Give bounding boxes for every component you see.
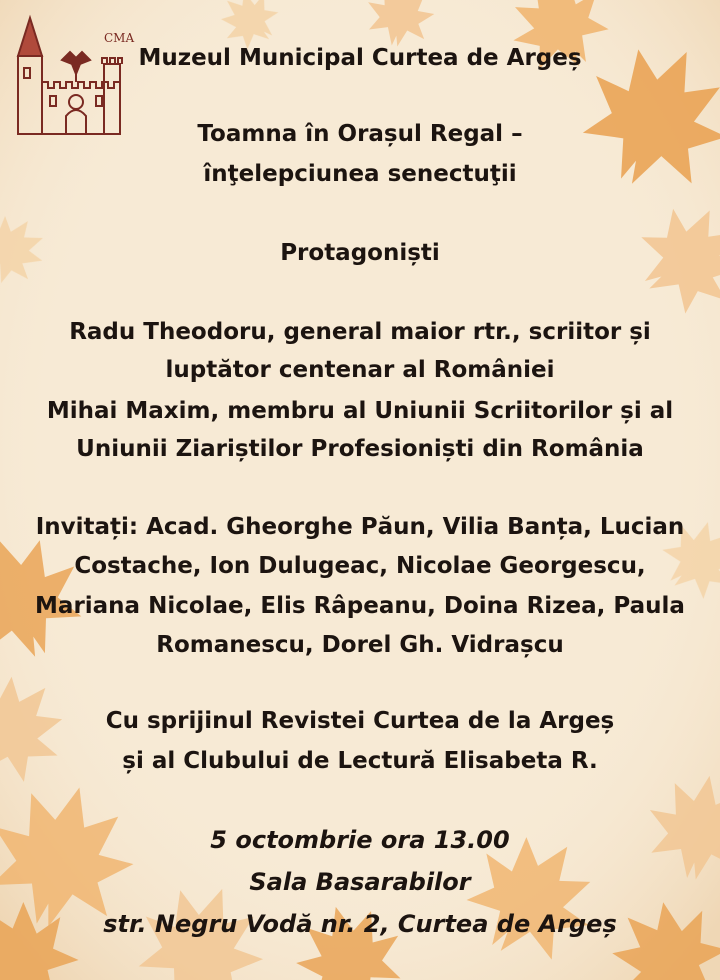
- protagonist-line: Uniunii Ziariștilor Profesioniști din România: [76, 436, 644, 462]
- support-line: Cu sprijinul Revistei Curtea de la Argeș: [105, 708, 615, 734]
- event-title-line-2: înţelepciunea senectuţii: [203, 161, 517, 187]
- guests-line: Invitați: Acad. Gheorghe Păun, Vilia Banța, Lucian: [35, 514, 685, 540]
- protagonist-line: Mihai Maxim, membru al Uniunii Scriitorilor și al: [46, 398, 674, 424]
- guests-line: Romanescu, Dorel Gh. Vidrașcu: [156, 632, 564, 658]
- guests-line: Costache, Ion Dulugeac, Nicolae Georgescu,: [74, 553, 646, 579]
- protagonist-line: Radu Theodoru, general maior rtr., scriitor și: [69, 319, 651, 345]
- guests-line: Mariana Nicolae, Elis Râpeanu, Doina Rizea, Paula: [35, 593, 685, 619]
- event-venue: Sala Basarabilor: [249, 868, 471, 896]
- protagonist-line: luptător centenar al României: [165, 357, 555, 383]
- svg-text:CMA: CMA: [104, 31, 135, 45]
- event-title-line-1: Toamna în Orașul Regal –: [197, 121, 523, 147]
- museum-title: Muzeul Municipal Curtea de Argeș: [138, 45, 582, 71]
- event-address: str. Negru Vodă nr. 2, Curtea de Argeș: [103, 910, 617, 938]
- support-line: și al Clubului de Lectură Elisabeta R.: [122, 748, 598, 774]
- protagonists-heading: Protagoniști: [280, 240, 440, 266]
- event-datetime: 5 octombrie ora 13.00: [210, 826, 510, 854]
